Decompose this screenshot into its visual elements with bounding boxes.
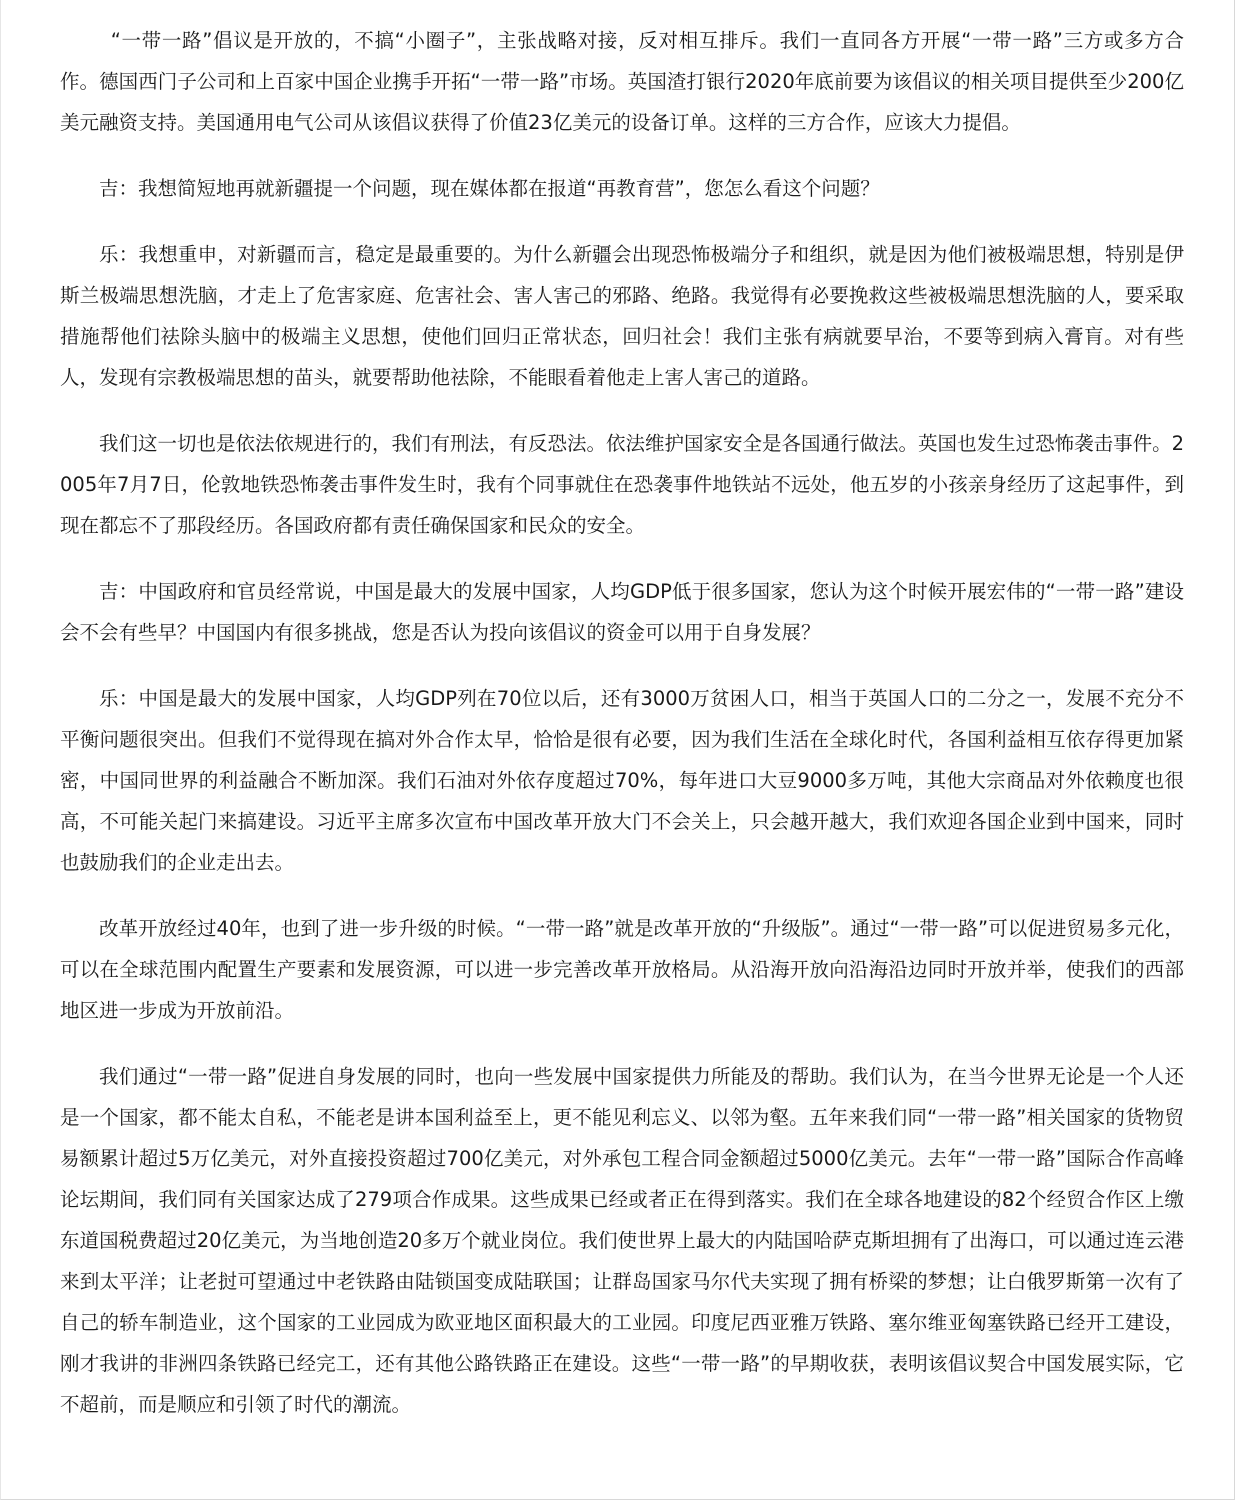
paragraph-answer-development: 乐：中国是最大的发展中国家，人均GDP列在70位以后，还有3000万贫困人口，相当于英国人口的二分之一，发展不充分不平衡问题很突出。但我们不觉得现在搞对外合作太早，恰恰是很有必要，因为我们生活在全球化时代，各国利益相互依存得更加紧密，中国同世界的利益融合不断加深。我们石油对外依存度超过70%，每年进口大豆9000多万吨，其他大宗商品对外依赖度也很高，不可能关起门来搞建设。习近平主席多次宣布中国改革开放大门不会关上，只会越开越大，我们欢迎各国企业到中国来，同时也鼓励我们的企业走出去。: [60, 687, 1184, 874]
paragraph-rule-of-law: 我们这一切也是依法依规进行的，我们有刑法，有反恐法。依法维护国家安全是各国通行做法。英国也发生过恐怖袭击事件。2005年7月7日，伦敦地铁恐怖袭击事件发生时，我有个同事就住在恐袭事件地铁站不远处，他五岁的小孩亲身经历了这起事件，到现在都忘不了那段经历。各国政府都有责任确保国家和民众的安全。: [60, 432, 1184, 537]
paragraph-question-xinjiang: 吉：我想简短地再就新疆提一个问题，现在媒体都在报道“再教育营”，您怎么看这个问题？: [99, 177, 880, 200]
paragraph-answer-xinjiang: 乐：我想重申，对新疆而言，稳定是最重要的。为什么新疆会出现恐怖极端分子和组织，就是因为他们被极端思想，特别是伊斯兰极端思想洗脑，才走上了危害家庭、危害社会、害人害己的邪路、绝路。我觉得有必要挽救这些被极端思想洗脑的人，要采取措施帮他们祛除头脑中的极端主义思想，使他们回归正常状态，回归社会！我们主张有病就要早治，不要等到病入膏肓。对有些人，发现有宗教极端思想的苗头，就要帮助他祛除，不能眼看着他走上害人害己的道路。: [60, 243, 1184, 389]
paragraph-belt-road-open: “一带一路”倡议是开放的，不搞“小圈子”，主张战略对接，反对相互排斥。我们一直同各方开展“一带一路”三方或多方合作。德国西门子公司和上百家中国企业携手开拓“一带一路”市场。英国渣打银行2020年底前要为该倡议的相关项目提供至少200亿美元融资支持。美国通用电气公司从该倡议获得了价值23亿美元的设备订单。这样的三方合作，应该大力提倡。: [60, 29, 1184, 134]
paragraph-reform-opening: 改革开放经过40年，也到了进一步升级的时候。“一带一路”就是改革开放的“升级版”。通过“一带一路”可以促进贸易多元化，可以在全球范围内配置生产要素和发展资源，可以进一步完善改革开放格局。从沿海开放向沿海沿边同时开放并举，使我们的西部地区进一步成为开放前沿。: [60, 917, 1184, 1022]
article-body: [60, 20, 1184, 1450]
paragraph-early-harvest: 我们通过“一带一路”促进自身发展的同时，也向一些发展中国家提供力所能及的帮助。我们认为，在当今世界无论是一个人还是一个国家，都不能太自私，不能老是讲本国利益至上，更不能见利忘义、以邻为壑。五年来我们同“一带一路”相关国家的货物贸易额累计超过5万亿美元，对外直接投资超过700亿美元，对外承包工程合同金额超过5000亿美元。去年“一带一路”国际合作高峰论坛期间，我们同有关国家达成了279项合作成果。这些成果已经或者正在得到落实。我们在全球各地建设的82个经贸合作区上缴东道国税费超过20亿美元，为当地创造20多万个就业岗位。我们使世界上最大的内陆国哈萨克斯坦拥有了出海口，可以通过连云港来到太平洋；让老挝可望通过中老铁路由陆锁国变成陆联国；让群岛国家马尔代夫实现了拥有桥梁的梦想；让白俄罗斯第一次有了自己的轿车制造业，这个国家的工业园成为欧亚地区面积最大的工业园。印度尼西亚雅万铁路、塞尔维亚匈塞铁路已经开工建设，刚才我讲的非洲四条铁路已经完工，还有其他公路铁路正在建设。这些“一带一路”的早期收获，表明该倡议契合中国发展实际，它不超前，而是顺应和引领了时代的潮流。: [60, 1065, 1184, 1416]
paragraph-question-development: 吉：中国政府和官员经常说，中国是最大的发展中国家，人均GDP低于很多国家，您认为这个时候开展宏伟的“一带一路”建设会不会有些早？中国国内有很多挑战，您是否认为投向该倡议的资金可以用于自身发展？: [60, 580, 1184, 644]
